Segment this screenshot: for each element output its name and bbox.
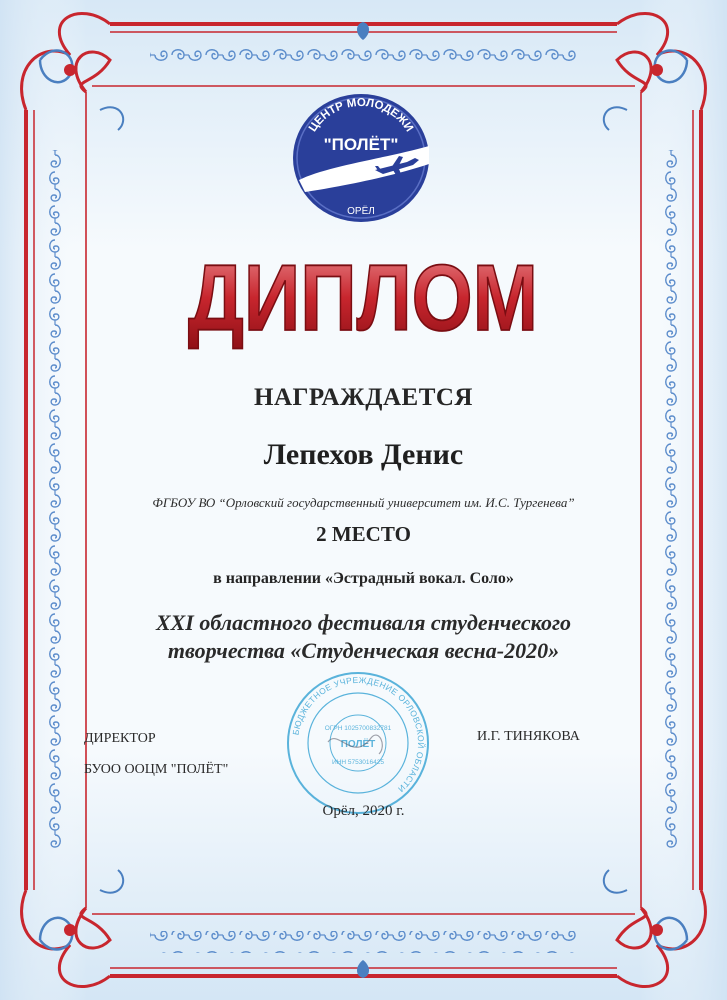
- youth-center-logo: [287, 88, 435, 230]
- awarded-heading: НАГРАЖДАЕТСЯ: [254, 384, 473, 411]
- festival-line-2: творчества «Студенческая весна-2020»: [167, 638, 560, 663]
- director-name: И.Г. ТИНЯКОВА: [477, 729, 580, 744]
- institution-name: ФГБОУ ВО “Орловский государственный университет им. И.С. Тургенева”: [152, 495, 575, 510]
- stamp-ogrn: ОГРН 1025700832781: [324, 725, 392, 732]
- stamp-center-text: ПОЛЁТ: [340, 739, 376, 750]
- city-year: Орёл, 2020 г.: [322, 803, 405, 819]
- director-title: ДИРЕКТОР: [84, 731, 156, 746]
- place-award: 2 МЕСТО: [316, 522, 411, 546]
- logo-city: ОРЁЛ: [347, 206, 375, 217]
- diploma-title: [183, 245, 544, 350]
- festival-line-1: XXI областного фестиваля студенческого: [155, 610, 572, 635]
- stamp-outer-text: БЮДЖЕТНОЕ УЧРЕЖДЕНИЕ ОРЛОВСКОЙ ОБЛАСТИ: [290, 674, 427, 795]
- recipient-name: Лепехов Денис: [263, 438, 464, 471]
- stamp-inn: ИНН 5753016425: [331, 759, 385, 766]
- diploma-title-text: ДИПЛОМ: [188, 245, 538, 350]
- logo-name: "ПОЛЁТ": [323, 135, 399, 154]
- official-stamp: [283, 668, 433, 818]
- director-organization: БУОО ООЦМ "ПОЛЁТ": [84, 762, 229, 777]
- direction-text: в направлении «Эстрадный вокал. Соло»: [213, 570, 514, 587]
- logo-arc-text: ЦЕНТР МОЛОДЕЖИ: [306, 96, 416, 135]
